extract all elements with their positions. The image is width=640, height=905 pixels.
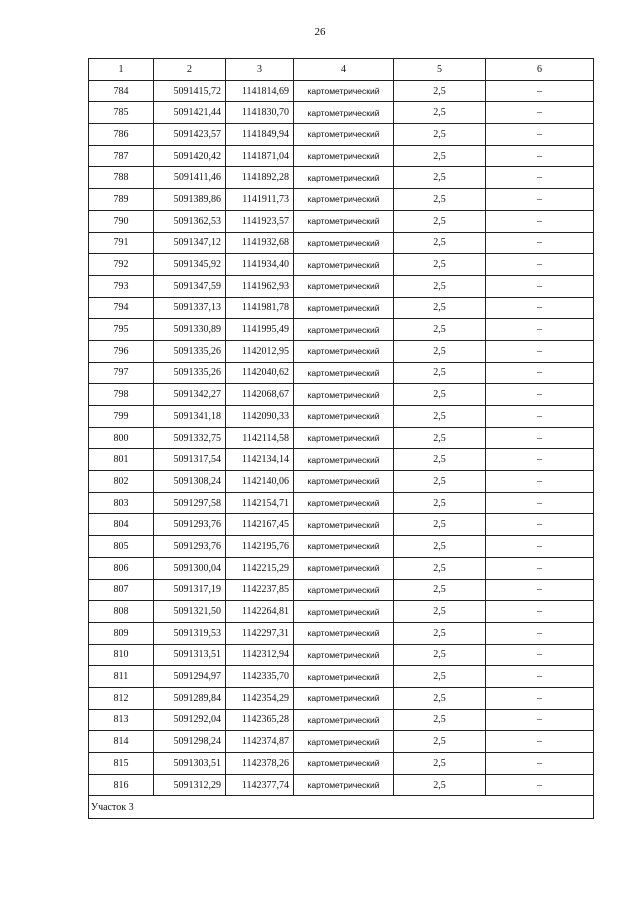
y-coordinate-cell: 1142264,81 <box>226 601 294 623</box>
x-coordinate-cell: 5091303,51 <box>154 753 226 775</box>
description-cell: – <box>486 622 594 644</box>
description-cell: – <box>486 384 594 406</box>
table-row <box>89 579 594 601</box>
method-cell: картометрический <box>294 80 394 102</box>
y-coordinate-cell: 1142365,28 <box>226 709 294 731</box>
table-row <box>89 492 594 514</box>
description-cell: – <box>486 731 594 753</box>
y-coordinate-cell: 1142378,26 <box>226 753 294 775</box>
y-coordinate-cell: 1141923,57 <box>226 210 294 232</box>
accuracy-cell: 2,5 <box>394 449 486 471</box>
point-number-cell: 798 <box>89 384 154 406</box>
table-row <box>89 362 594 384</box>
method-cell: картометрический <box>294 687 394 709</box>
y-coordinate-cell: 1141981,78 <box>226 297 294 319</box>
table-row <box>89 536 594 558</box>
x-coordinate-cell: 5091332,75 <box>154 427 226 449</box>
y-coordinate-cell: 1142354,29 <box>226 687 294 709</box>
point-number-cell: 788 <box>89 167 154 189</box>
y-coordinate-cell: 1142068,67 <box>226 384 294 406</box>
x-coordinate-cell: 5091342,27 <box>154 384 226 406</box>
coordinates-table <box>88 58 594 819</box>
table-row <box>89 644 594 666</box>
y-coordinate-cell: 1141892,28 <box>226 167 294 189</box>
description-cell: – <box>486 536 594 558</box>
table-row <box>89 622 594 644</box>
description-cell: – <box>486 644 594 666</box>
column-header-6: 6 <box>486 59 594 81</box>
table-row <box>89 709 594 731</box>
method-cell: картометрический <box>294 254 394 276</box>
description-cell: – <box>486 319 594 341</box>
table-row <box>89 774 594 796</box>
method-cell: картометрический <box>294 189 394 211</box>
method-cell: картометрический <box>294 427 394 449</box>
table-row <box>89 232 594 254</box>
x-coordinate-cell: 5091335,26 <box>154 362 226 384</box>
point-number-cell: 811 <box>89 666 154 688</box>
y-coordinate-cell: 1142374,87 <box>226 731 294 753</box>
description-cell: – <box>486 687 594 709</box>
y-coordinate-cell: 1142312,94 <box>226 644 294 666</box>
description-cell: – <box>486 774 594 796</box>
point-number-cell: 810 <box>89 644 154 666</box>
point-number-cell: 799 <box>89 406 154 428</box>
description-cell: – <box>486 145 594 167</box>
y-coordinate-cell: 1142090,33 <box>226 406 294 428</box>
table-row <box>89 319 594 341</box>
table-row <box>89 275 594 297</box>
description-cell: – <box>486 557 594 579</box>
accuracy-cell: 2,5 <box>394 536 486 558</box>
y-coordinate-cell: 1141995,49 <box>226 319 294 341</box>
table-row <box>89 427 594 449</box>
method-cell: картометрический <box>294 449 394 471</box>
description-cell: – <box>486 753 594 775</box>
x-coordinate-cell: 5091362,53 <box>154 210 226 232</box>
y-coordinate-cell: 1141932,68 <box>226 232 294 254</box>
x-coordinate-cell: 5091292,04 <box>154 709 226 731</box>
accuracy-cell: 2,5 <box>394 471 486 493</box>
point-number-cell: 806 <box>89 557 154 579</box>
x-coordinate-cell: 5091337,13 <box>154 297 226 319</box>
method-cell: картометрический <box>294 536 394 558</box>
x-coordinate-cell: 5091298,24 <box>154 731 226 753</box>
x-coordinate-cell: 5091347,12 <box>154 232 226 254</box>
point-number-cell: 802 <box>89 471 154 493</box>
y-coordinate-cell: 1142237,85 <box>226 579 294 601</box>
description-cell: – <box>486 492 594 514</box>
accuracy-cell: 2,5 <box>394 731 486 753</box>
x-coordinate-cell: 5091421,44 <box>154 102 226 124</box>
y-coordinate-cell: 1142154,71 <box>226 492 294 514</box>
accuracy-cell: 2,5 <box>394 579 486 601</box>
method-cell: картометрический <box>294 644 394 666</box>
method-cell: картометрический <box>294 275 394 297</box>
x-coordinate-cell: 5091317,19 <box>154 579 226 601</box>
method-cell: картометрический <box>294 232 394 254</box>
description-cell: – <box>486 427 594 449</box>
description-cell: – <box>486 406 594 428</box>
accuracy-cell: 2,5 <box>394 340 486 362</box>
description-cell: – <box>486 102 594 124</box>
description-cell: – <box>486 471 594 493</box>
method-cell: картометрический <box>294 709 394 731</box>
x-coordinate-cell: 5091411,46 <box>154 167 226 189</box>
point-number-cell: 794 <box>89 297 154 319</box>
y-coordinate-cell: 1142140,06 <box>226 471 294 493</box>
point-number-cell: 795 <box>89 319 154 341</box>
point-number-cell: 804 <box>89 514 154 536</box>
description-cell: – <box>486 297 594 319</box>
table-row <box>89 189 594 211</box>
table-row <box>89 753 594 775</box>
x-coordinate-cell: 5091293,76 <box>154 514 226 536</box>
method-cell: картометрический <box>294 774 394 796</box>
table-row <box>89 449 594 471</box>
accuracy-cell: 2,5 <box>394 319 486 341</box>
table-row <box>89 471 594 493</box>
table-row <box>89 210 594 232</box>
accuracy-cell: 2,5 <box>394 254 486 276</box>
y-coordinate-cell: 1141849,94 <box>226 124 294 146</box>
accuracy-cell: 2,5 <box>394 362 486 384</box>
section-row <box>89 796 594 819</box>
x-coordinate-cell: 5091313,51 <box>154 644 226 666</box>
column-header-5: 5 <box>394 59 486 81</box>
description-cell: – <box>486 666 594 688</box>
y-coordinate-cell: 1141911,73 <box>226 189 294 211</box>
description-cell: – <box>486 210 594 232</box>
description-cell: – <box>486 340 594 362</box>
point-number-cell: 792 <box>89 254 154 276</box>
x-coordinate-cell: 5091415,72 <box>154 80 226 102</box>
point-number-cell: 816 <box>89 774 154 796</box>
x-coordinate-cell: 5091347,59 <box>154 275 226 297</box>
accuracy-cell: 2,5 <box>394 124 486 146</box>
accuracy-cell: 2,5 <box>394 167 486 189</box>
point-number-cell: 801 <box>89 449 154 471</box>
table-row <box>89 601 594 623</box>
description-cell: – <box>486 232 594 254</box>
method-cell: картометрический <box>294 319 394 341</box>
table-row <box>89 514 594 536</box>
accuracy-cell: 2,5 <box>394 753 486 775</box>
y-coordinate-cell: 1141871,04 <box>226 145 294 167</box>
description-cell: – <box>486 362 594 384</box>
table-row <box>89 102 594 124</box>
point-number-cell: 796 <box>89 340 154 362</box>
x-coordinate-cell: 5091389,86 <box>154 189 226 211</box>
x-coordinate-cell: 5091319,53 <box>154 622 226 644</box>
column-header-2: 2 <box>154 59 226 81</box>
table-row <box>89 406 594 428</box>
accuracy-cell: 2,5 <box>394 275 486 297</box>
point-number-cell: 807 <box>89 579 154 601</box>
point-number-cell: 812 <box>89 687 154 709</box>
table-body <box>89 80 594 796</box>
method-cell: картометрический <box>294 362 394 384</box>
description-cell: – <box>486 80 594 102</box>
y-coordinate-cell: 1141830,70 <box>226 102 294 124</box>
y-coordinate-cell: 1141934,40 <box>226 254 294 276</box>
point-number-cell: 814 <box>89 731 154 753</box>
y-coordinate-cell: 1142215,29 <box>226 557 294 579</box>
method-cell: картометрический <box>294 124 394 146</box>
point-number-cell: 789 <box>89 189 154 211</box>
table-row <box>89 80 594 102</box>
table-header-row <box>89 59 594 81</box>
accuracy-cell: 2,5 <box>394 406 486 428</box>
point-number-cell: 815 <box>89 753 154 775</box>
accuracy-cell: 2,5 <box>394 189 486 211</box>
point-number-cell: 797 <box>89 362 154 384</box>
accuracy-cell: 2,5 <box>394 384 486 406</box>
point-number-cell: 800 <box>89 427 154 449</box>
accuracy-cell: 2,5 <box>394 297 486 319</box>
x-coordinate-cell: 5091312,29 <box>154 774 226 796</box>
x-coordinate-cell: 5091330,89 <box>154 319 226 341</box>
method-cell: картометрический <box>294 579 394 601</box>
method-cell: картометрический <box>294 514 394 536</box>
accuracy-cell: 2,5 <box>394 709 486 731</box>
accuracy-cell: 2,5 <box>394 666 486 688</box>
table-row <box>89 384 594 406</box>
accuracy-cell: 2,5 <box>394 145 486 167</box>
description-cell: – <box>486 275 594 297</box>
page-number: 26 <box>314 26 326 38</box>
column-header-3: 3 <box>226 59 294 81</box>
table-row <box>89 666 594 688</box>
y-coordinate-cell: 1142195,76 <box>226 536 294 558</box>
description-cell: – <box>486 124 594 146</box>
x-coordinate-cell: 5091293,76 <box>154 536 226 558</box>
table-row <box>89 557 594 579</box>
accuracy-cell: 2,5 <box>394 687 486 709</box>
method-cell: картометрический <box>294 557 394 579</box>
description-cell: – <box>486 189 594 211</box>
table-row <box>89 340 594 362</box>
point-number-cell: 786 <box>89 124 154 146</box>
point-number-cell: 785 <box>89 102 154 124</box>
method-cell: картометрический <box>294 210 394 232</box>
section-label: Участок 3 <box>89 796 594 819</box>
column-header-4: 4 <box>294 59 394 81</box>
description-cell: – <box>486 254 594 276</box>
y-coordinate-cell: 1142335,70 <box>226 666 294 688</box>
method-cell: картометрический <box>294 753 394 775</box>
point-number-cell: 791 <box>89 232 154 254</box>
method-cell: картометрический <box>294 340 394 362</box>
x-coordinate-cell: 5091420,42 <box>154 145 226 167</box>
method-cell: картометрический <box>294 666 394 688</box>
table-row <box>89 124 594 146</box>
point-number-cell: 784 <box>89 80 154 102</box>
x-coordinate-cell: 5091335,26 <box>154 340 226 362</box>
method-cell: картометрический <box>294 406 394 428</box>
description-cell: – <box>486 579 594 601</box>
method-cell: картометрический <box>294 384 394 406</box>
y-coordinate-cell: 1142134,14 <box>226 449 294 471</box>
y-coordinate-cell: 1142114,58 <box>226 427 294 449</box>
y-coordinate-cell: 1141962,93 <box>226 275 294 297</box>
x-coordinate-cell: 5091289,84 <box>154 687 226 709</box>
x-coordinate-cell: 5091308,24 <box>154 471 226 493</box>
accuracy-cell: 2,5 <box>394 427 486 449</box>
method-cell: картометрический <box>294 731 394 753</box>
accuracy-cell: 2,5 <box>394 644 486 666</box>
y-coordinate-cell: 1142377,74 <box>226 774 294 796</box>
y-coordinate-cell: 1142040,62 <box>226 362 294 384</box>
method-cell: картометрический <box>294 622 394 644</box>
description-cell: – <box>486 601 594 623</box>
y-coordinate-cell: 1142167,45 <box>226 514 294 536</box>
table-row <box>89 145 594 167</box>
description-cell: – <box>486 449 594 471</box>
point-number-cell: 809 <box>89 622 154 644</box>
table-row <box>89 687 594 709</box>
x-coordinate-cell: 5091297,58 <box>154 492 226 514</box>
method-cell: картометрический <box>294 297 394 319</box>
x-coordinate-cell: 5091300,04 <box>154 557 226 579</box>
x-coordinate-cell: 5091321,50 <box>154 601 226 623</box>
y-coordinate-cell: 1142012,95 <box>226 340 294 362</box>
point-number-cell: 803 <box>89 492 154 514</box>
point-number-cell: 813 <box>89 709 154 731</box>
method-cell: картометрический <box>294 102 394 124</box>
table-row <box>89 254 594 276</box>
x-coordinate-cell: 5091345,92 <box>154 254 226 276</box>
accuracy-cell: 2,5 <box>394 210 486 232</box>
method-cell: картометрический <box>294 167 394 189</box>
x-coordinate-cell: 5091317,54 <box>154 449 226 471</box>
accuracy-cell: 2,5 <box>394 232 486 254</box>
column-header-1: 1 <box>89 59 154 81</box>
description-cell: – <box>486 709 594 731</box>
point-number-cell: 790 <box>89 210 154 232</box>
accuracy-cell: 2,5 <box>394 774 486 796</box>
table-row <box>89 167 594 189</box>
table-row <box>89 297 594 319</box>
point-number-cell: 787 <box>89 145 154 167</box>
y-coordinate-cell: 1142297,31 <box>226 622 294 644</box>
accuracy-cell: 2,5 <box>394 102 486 124</box>
accuracy-cell: 2,5 <box>394 514 486 536</box>
accuracy-cell: 2,5 <box>394 557 486 579</box>
method-cell: картометрический <box>294 471 394 493</box>
x-coordinate-cell: 5091294,97 <box>154 666 226 688</box>
description-cell: – <box>486 514 594 536</box>
point-number-cell: 808 <box>89 601 154 623</box>
accuracy-cell: 2,5 <box>394 601 486 623</box>
table-row <box>89 731 594 753</box>
x-coordinate-cell: 5091341,18 <box>154 406 226 428</box>
method-cell: картометрический <box>294 145 394 167</box>
accuracy-cell: 2,5 <box>394 492 486 514</box>
description-cell: – <box>486 167 594 189</box>
x-coordinate-cell: 5091423,57 <box>154 124 226 146</box>
y-coordinate-cell: 1141814,69 <box>226 80 294 102</box>
point-number-cell: 793 <box>89 275 154 297</box>
accuracy-cell: 2,5 <box>394 80 486 102</box>
method-cell: картометрический <box>294 492 394 514</box>
accuracy-cell: 2,5 <box>394 622 486 644</box>
point-number-cell: 805 <box>89 536 154 558</box>
method-cell: картометрический <box>294 601 394 623</box>
